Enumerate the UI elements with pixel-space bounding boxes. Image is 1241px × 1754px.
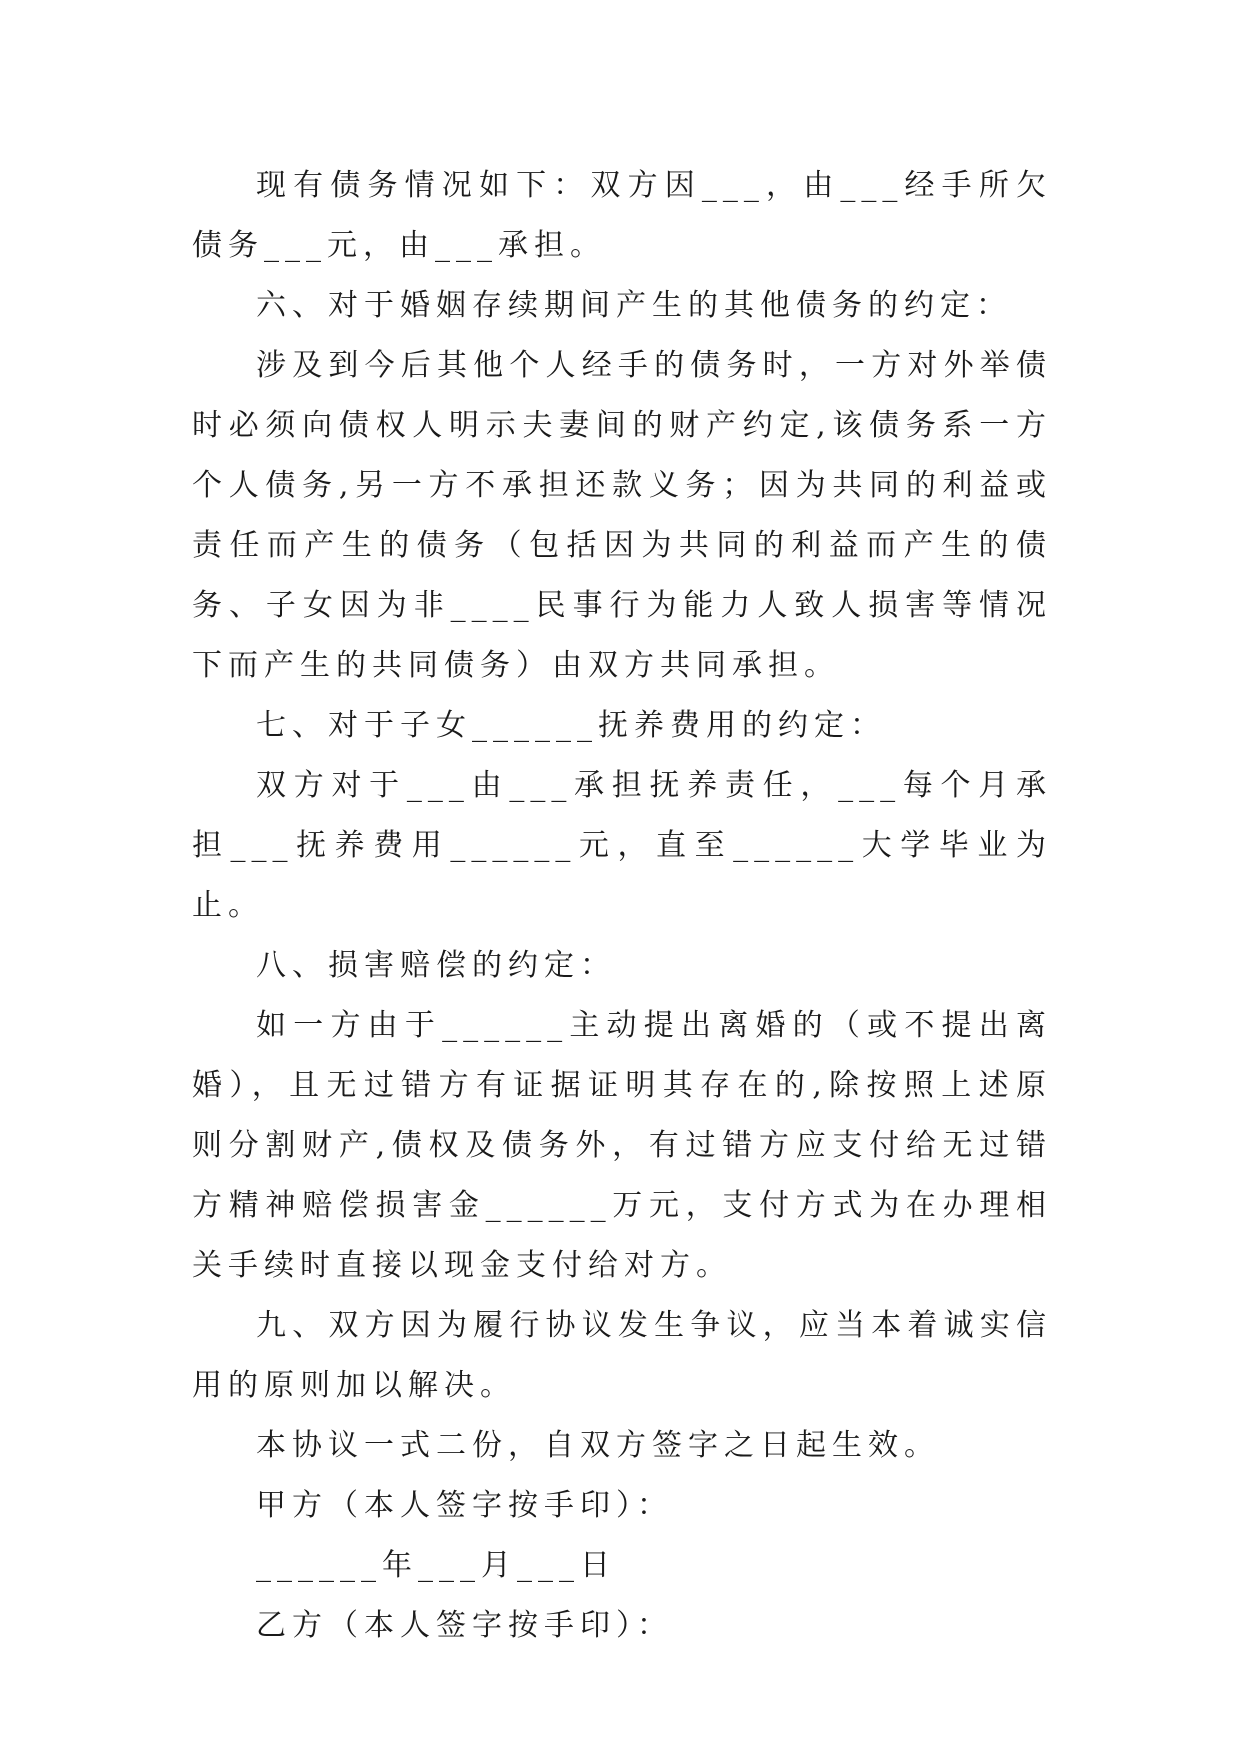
- section-6-heading: 六、对于婚姻存续期间产生的其他债务的约定：: [256, 288, 1012, 323]
- section-7-heading: 七、对于子女______抚养费用的约定：: [256, 708, 886, 743]
- copies-clause: 本协议一式二份，自双方签字之日起生效。: [256, 1428, 940, 1463]
- party-a-signature-line: 甲方（本人签字按手印）：: [256, 1488, 673, 1523]
- agreement-body: [192, 156, 1052, 1656]
- child-support-paragraph: 双方对于___由___承担抚养责任，___每个月承担___抚养费用______元，直至______大学毕业为止。: [192, 768, 1052, 923]
- section-8-heading: 八、损害赔偿的约定：: [256, 948, 616, 983]
- section-9-paragraph: 九、双方因为履行协议发生争议，应当本着诚实信用的原则加以解决。: [192, 1308, 1052, 1403]
- existing-debt-paragraph: 现有债务情况如下：双方因___，由___经手所欠债务___元，由___承担。: [192, 168, 1052, 263]
- date-line: ______年___月___日: [256, 1548, 616, 1583]
- damages-paragraph: 如一方由于______主动提出离婚的（或不提出离婚），且无过错方有证据证明其存在的,除按照上述原则分割财产,债权及债务外，有过错方应支付给无过错方精神赔偿损害金______万元，支付方式为在办理相关手续时直接以现金支付给对方。: [192, 1008, 1052, 1283]
- party-b-signature-line: 乙方（本人签字按手印）：: [256, 1608, 673, 1643]
- other-debts-paragraph: 涉及到今后其他个人经手的债务时，一方对外举债时必须向债权人明示夫妻间的财产约定,该债务系一方个人债务,另一方不承担还款义务；因为共同的利益或责任而产生的债务（包括因为共同的利益而产生的债务、子女因为非____民事行为能力人致人损害等情况下而产生的共同债务）由双方共同承担。: [192, 348, 1052, 683]
